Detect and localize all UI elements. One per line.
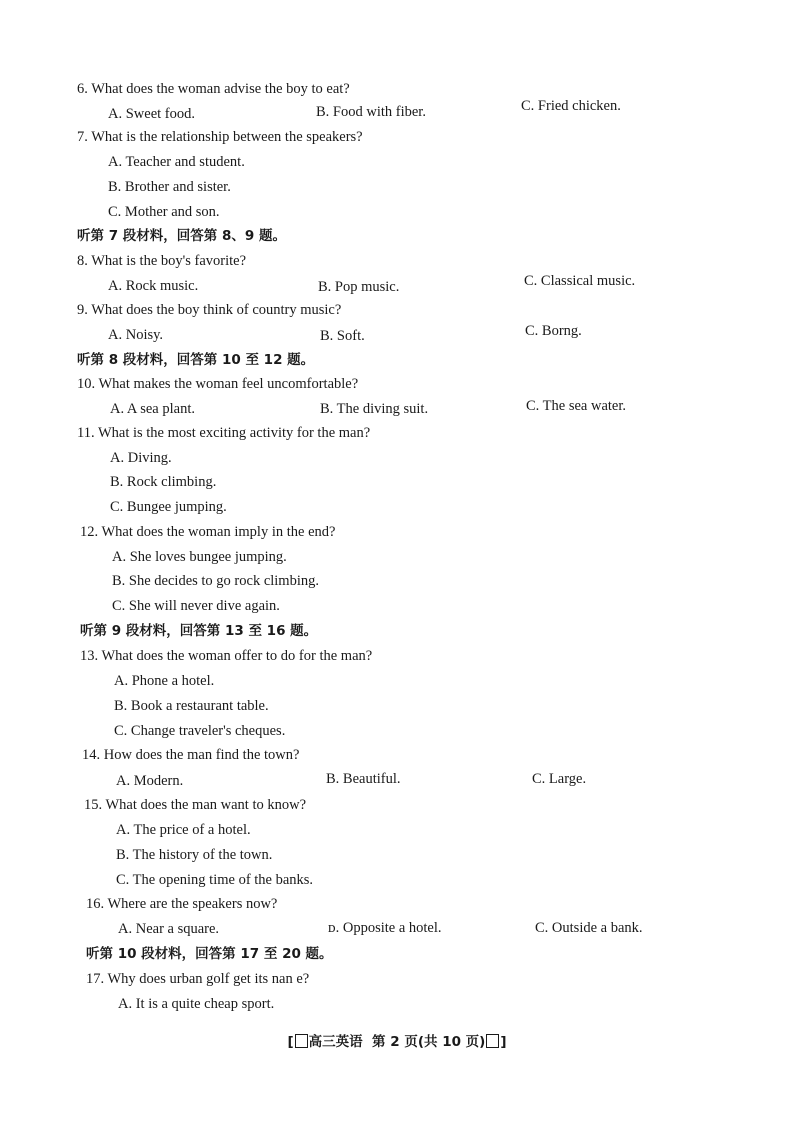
answer-option: B. The diving suit. [320,401,429,417]
answer-option: A. A sea plant. [110,401,195,417]
section-instruction: 听第 10 段材料，回答第 17 至 20 题。 [86,946,333,962]
answer-option: C. Fried chicken. [521,98,621,114]
question-stem: 6. What does the woman advise the boy to eat? [77,81,350,97]
answer-option: B. Food with fiber. [316,104,426,120]
answer-option: C. The opening time of the banks. [116,872,314,888]
question-stem: 7. What is the relationship between the speakers? [77,129,363,145]
question-stem: 8. What is the boy's favorite? [77,253,247,269]
section-instruction: 听第 9 段材料，回答第 13 至 16 题。 [80,623,318,639]
answer-option: C. Mother and son. [108,204,220,220]
section-instruction: 听第 8 段材料，回答第 10 至 12 题。 [77,352,315,368]
section-instruction: 听第 7 段材料，回答第 8、9 题。 [77,228,286,244]
answer-option: C. Classical music. [524,273,636,289]
footer-close-bracket: ] [500,1034,507,1050]
answer-option: A. She loves bungee jumping. [112,549,287,565]
answer-option: B. Brother and sister. [108,179,231,195]
checkbox-icon [486,1034,499,1048]
footer-subject: 高三英语 [308,1034,363,1050]
answer-option: C. The sea water. [526,398,626,414]
answer-option: A. Rock music. [108,278,199,294]
answer-option: B. Rock climbing. [110,474,217,490]
answer-option: C. Outside a bank. [535,920,643,936]
answer-option: A. Near a square. [118,921,220,937]
question-stem: 11. What is the most exciting activity for the man? [77,425,371,441]
question-stem: 13. What does the woman offer to do for the man? [80,648,373,664]
answer-option: C. Bungee jumping. [110,499,227,515]
answer-option: C. Change traveler's cheques. [114,723,286,739]
question-stem: 12. What does the woman imply in the end? [80,524,336,540]
answer-option: B. Book a restaurant table. [114,698,269,714]
question-stem: 16. Where are the speakers now? [86,896,278,912]
answer-option: C. Borng. [525,323,582,339]
answer-option: A. Phone a hotel. [114,673,215,689]
question-stem: 14. How does the man find the town? [82,747,300,763]
answer-option: B. She decides to go rock climbing. [112,573,319,589]
answer-option: C. Large. [532,771,587,787]
answer-option: ᴅ. Opposite a hotel. [328,920,442,936]
question-stem: 10. What makes the woman feel uncomfortable? [77,376,359,392]
answer-option: C. She will never dive again. [112,598,280,614]
answer-option: A. Modern. [116,773,184,789]
answer-option: B. Soft. [320,328,365,344]
question-stem: 9. What does the boy think of country music? [77,302,342,318]
answer-option: B. Beautiful. [326,771,401,787]
page-footer [0,1030,794,1050]
question-stem: 15. What does the man want to know? [84,797,307,813]
checkbox-icon [295,1034,308,1048]
answer-option: A. Noisy. [108,327,164,343]
footer-page-info: 第 2 页(共 10 页) [372,1034,486,1050]
answer-option: A. Teacher and student. [108,154,245,170]
answer-option: B. Pop music. [318,279,400,295]
answer-option: A. The price of a hotel. [116,822,251,838]
answer-option: B. The history of the town. [116,847,273,863]
answer-option: A. Diving. [110,450,172,466]
answer-option: A. Sweet food. [108,106,195,122]
question-stem: 17. Why does urban golf get its nan e? [86,971,310,987]
answer-option: A. It is a quite cheap sport. [118,996,275,1012]
footer-open-bracket: [ [287,1034,294,1050]
